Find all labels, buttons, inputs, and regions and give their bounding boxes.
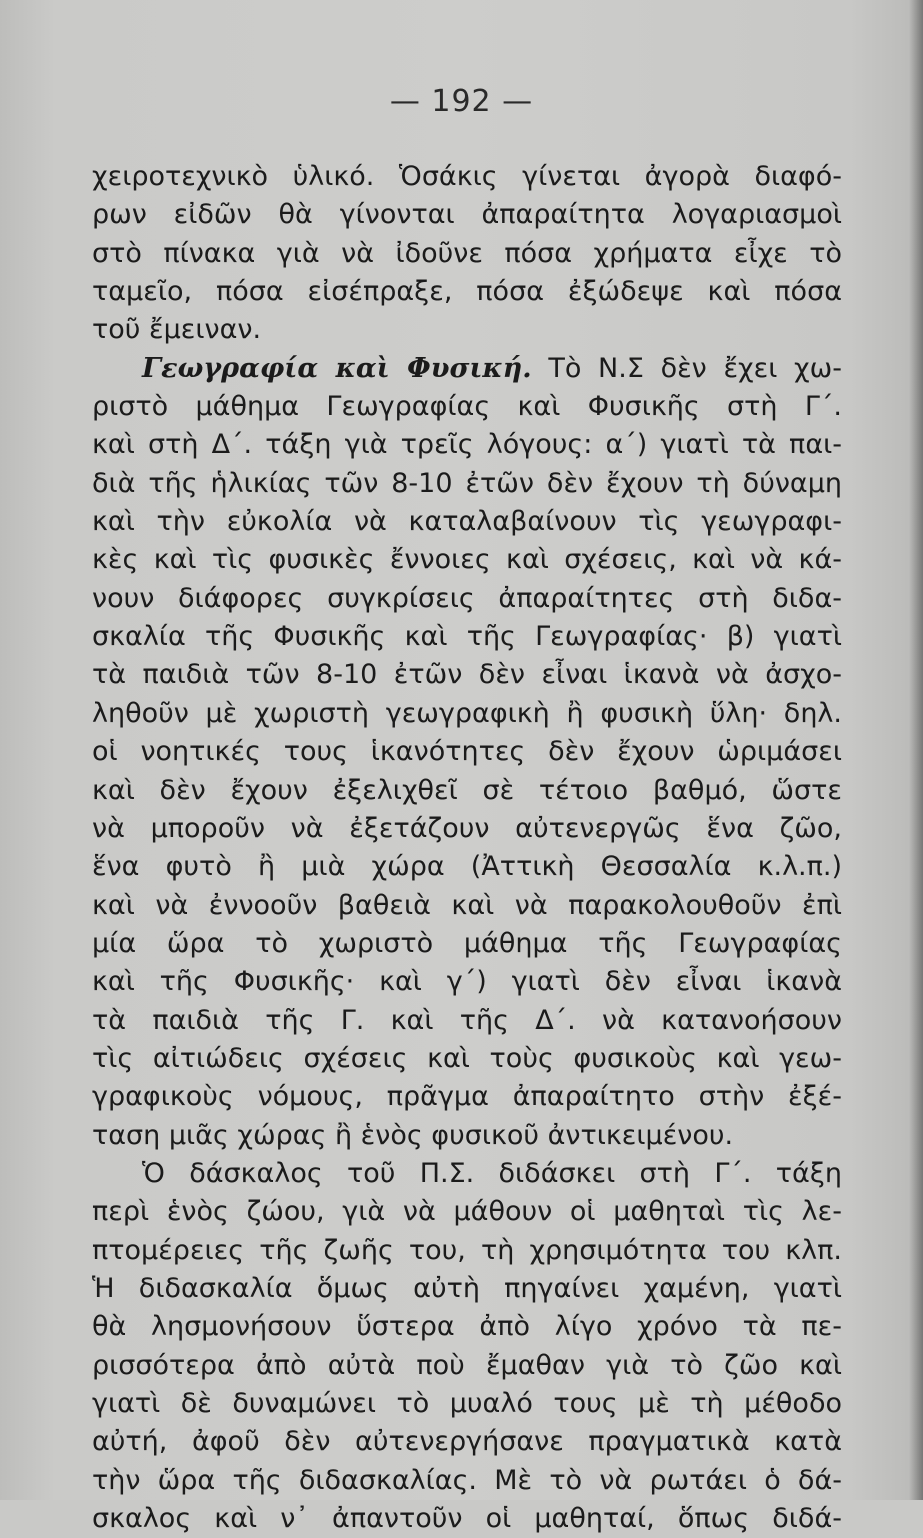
text-line-rest: Τὸ Ν.Σ δὲν ἔχει χω- [531, 352, 842, 384]
text-line: ληθοῦν μὲ χωριστὴ γεωγραφικὴ ἢ φυσικὴ ὕλη· δηλ. [92, 697, 842, 729]
text-line: γιατὶ δὲ δυναμώνει τὸ μυαλό τους μὲ τὴ μέθοδο [92, 1388, 842, 1419]
text-line: τὰ παιδιὰ τῶν 8-10 ἐτῶν δὲν εἶναι ἱκανὰ νὰ ἀσχο- [92, 659, 842, 691]
text-line: οἱ νοητικές τους ἱκανότητες δὲν ἔχουν ὡριμάσει [92, 736, 842, 768]
page-edge-shadow [909, 0, 923, 1500]
text-line: γραφικοὺς νόμους, πρᾶγμα ἀπαραίτητο στὴν ἐξέ- [92, 1081, 842, 1113]
text-line: ρισσότερα ἀπὸ αὐτὰ ποὺ ἔμαθαν γιὰ τὸ ζῶο καὶ [92, 1349, 842, 1381]
text-line: τὴν ὥρα τῆς διδασκαλίας. Μὲ τὸ νὰ ρωτάει ὁ δά- [92, 1464, 842, 1496]
text-line: μία ὥρα τὸ χωριστὸ μάθημα τῆς Γεωγραφίας [92, 927, 842, 959]
text-line: σκαλία τῆς Φυσικῆς καὶ τῆς Γεωγραφίας· β) γιατὶ [92, 621, 842, 653]
text-line: ἕνα φυτὸ ἢ μιὰ χώρα (Ἀττικὴ Θεσσαλία κ.λ.π.) [92, 851, 842, 883]
text-line: τὰ παιδιὰ τῆς Γ. καὶ τῆς Δ΄. νὰ κατανοήσουν [92, 1004, 842, 1036]
text-line: νὰ μποροῦν νὰ ἐξετάζουν αὐτενεργῶς ἕνα ζῶο, [92, 812, 842, 844]
section-heading: Γεωγραφία καὶ Φυσική. [142, 352, 532, 384]
text-line: σκαλος καὶ ν᾽ ἀπαντοῦν οἱ μαθηταί, ὅπως διδά- [92, 1503, 842, 1535]
text-line: καὶ στὴ Δ΄. τάξη γιὰ τρεῖς λόγους: α΄) γιατὶ τὰ παι- [92, 429, 842, 461]
text-line: τὶς αἰτιώδεις σχέσεις καὶ τοὺς φυσικοὺς καὶ γεω- [92, 1042, 842, 1074]
text-line: Ἡ διδασκαλία ὅμως αὐτὴ πηγαίνει χαμένη, γιατὶ [92, 1272, 842, 1304]
text-line: τοῦ ἔμειναν. [92, 314, 262, 346]
text-line: κὲς καὶ τὶς φυσικὲς ἔννοιες καὶ σχέσεις, καὶ νὰ κά- [92, 544, 842, 576]
text-line: διὰ τῆς ἡλικίας τῶν 8-10 ἐτῶν δὲν ἔχουν τὴ δύναμη [92, 467, 842, 499]
text-line: πτομέρειες τῆς ζωῆς του, τὴ χρησιμότητα του κλπ. [92, 1234, 842, 1266]
text-line: καὶ δὲν ἔχουν ἐξελιχθεῖ σὲ τέτοιο βαθμό, ὥστε [92, 774, 842, 806]
text-line: αὐτή, ἀφοῦ δὲν αὐτενεργήσανε πραγματικὰ κατὰ [92, 1426, 842, 1458]
text-line: καὶ νὰ ἐννοοῦν βαθειὰ καὶ νὰ παρακολουθοῦν ἐπὶ [92, 889, 842, 921]
text-line: καὶ τὴν εὐκολία νὰ καταλαβαίνουν τὶς γεωγραφι- [92, 506, 842, 538]
text-line: ριστὸ μάθημα Γεωγραφίας καὶ Φυσικῆς στὴ Γ΄. [92, 391, 842, 423]
text-line: θὰ λησμονήσουν ὕστερα ἀπὸ λίγο χρόνο τὰ πε- [92, 1311, 842, 1343]
text-line: Ὁ δάσκαλος τοῦ Π.Σ. διδάσκει στὴ Γ΄. τάξη [142, 1157, 842, 1189]
body-text [92, 158, 842, 1538]
text-line: ρων εἰδῶν θὰ γίνονται ἀπαραίτητα λογαριασμοὶ [92, 199, 842, 231]
text-line: στὸ πίνακα γιὰ νὰ ἰδοῦνε πόσα χρήματα εἶχε τὸ [92, 237, 842, 269]
text-line: νουν διάφορες συγκρίσεις ἀπαραίτητες στὴ διδα- [92, 582, 842, 614]
text-line: περὶ ἑνὸς ζώου, γιὰ νὰ μάθουν οἱ μαθηταὶ τὶς λε- [92, 1196, 842, 1228]
section-heading-line [92, 350, 842, 388]
text-line: χειροτεχνικὸ ὑλικό. Ὁσάκις γίνεται ἀγορὰ διαφό- [92, 161, 842, 192]
page-number: — 192 — [389, 84, 534, 119]
text-line: ταση μιᾶς χώρας ἢ ἑνὸς φυσικοῦ ἀντικειμένου. [92, 1119, 734, 1151]
text-line: καὶ τῆς Φυσικῆς· καὶ γ΄) γιατὶ δὲν εἶναι ἱκανὰ [92, 966, 842, 998]
text-line: ταμεῖο, πόσα εἰσέπραξε, πόσα ἐξώδεψε καὶ πόσα [92, 276, 842, 308]
